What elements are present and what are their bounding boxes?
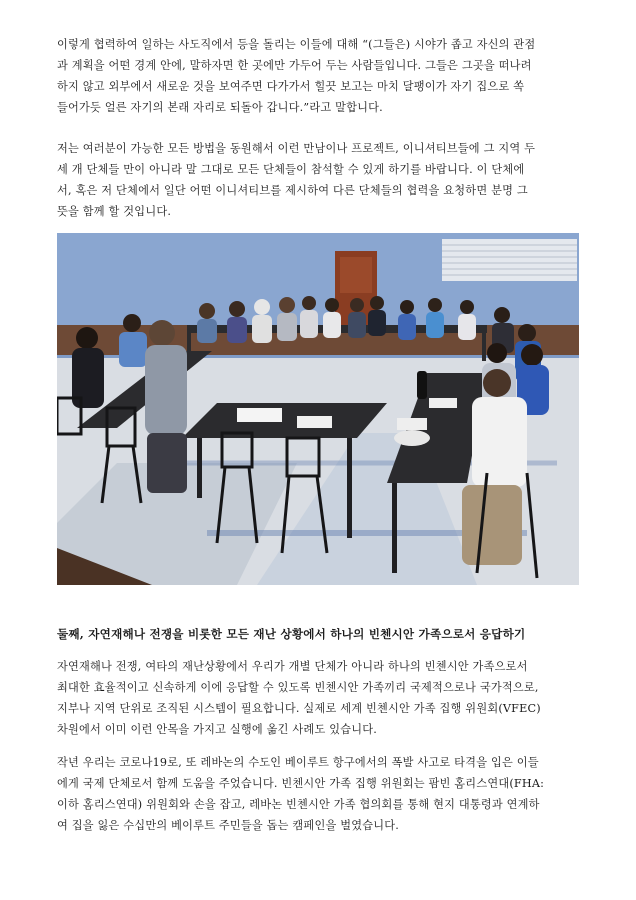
text-line: 지부나 지역 단위로 조직된 시스템이 필요합니다. 실제로 세계 빈첸시안 가족 집행 위원회(VFEC) (57, 702, 541, 715)
paragraph-4 (57, 752, 579, 836)
text-line: 작년 우리는 코로나19로, 또 레바논의 수도인 베이루트 항구에서의 폭발 사고로 타격을 입은 이들 (57, 756, 539, 769)
text-line: 들어가듯 얼른 자기의 본래 자리로 되돌아 갑니다.”라고 말합니다. (57, 101, 383, 114)
paragraph-3 (57, 656, 579, 740)
text-line: 에게 국제 단체로서 함께 도움을 주었습니다. 빈첸시안 가족 집행 위원회는 팜빈 홈리스연대(FHA: (57, 777, 545, 790)
text-line: 자연재해나 전쟁, 여타의 재난상황에서 우리가 개별 단체가 아니라 하나의 빈첸시안 가족으로서 (57, 660, 528, 673)
text-line: 차원에서 이미 이런 안목을 가지고 실행에 옮긴 사례도 있습니다. (57, 723, 377, 736)
paragraph-1 (57, 34, 579, 118)
text-line: 여 집을 잃은 수십만의 베이루트 주민들을 돕는 캠페인을 벌였습니다. (57, 819, 400, 832)
text-line: 최대한 효율적이고 신속하게 이에 응답할 수 있도록 빈첸시안 가족끼리 국제적으로나 국가적으로, (57, 681, 539, 694)
text-line: 세 개 단체들 만이 아니라 말 그대로 모든 단체들이 참석할 수 있게 하기를 바랍니다. 이 단체에 (57, 163, 525, 176)
text-line: 하지 않고 외부에서 새로운 것을 보여주면 다가가서 힐끗 보고는 마치 달팽이가 자기 집으로 쏙 (57, 80, 525, 93)
text-line: 과 계획을 어떤 경계 안에, 말하자면 한 곳에만 가두어 두는 사람들입니다. 그들은 그곳을 떠나려 (57, 59, 532, 72)
section-heading: 둘째, 자연재해나 전쟁을 비롯한 모든 재난 상황에서 하나의 빈첸시안 가족으로서 응답하기 (57, 627, 526, 641)
text-line: 저는 여러분이 가능한 모든 방법을 동원해서 이런 만남이나 프로젝트, 이니셔티브들에 그 지역 두 (57, 142, 536, 155)
meeting-photo (57, 233, 579, 585)
text-line: 이하 홈리스연대) 위원회와 손을 잡고, 레바논 빈첸시안 가족 협의회를 통해 현지 대통령과 연계하 (57, 798, 540, 811)
text-line: 이렇게 협력하여 일하는 사도직에서 등을 돌리는 이들에 대해 “(그들은) 시야가 좁고 자신의 관점 (57, 38, 536, 51)
text-line: 서, 혹은 저 단체에서 일단 어떤 이니셔티브를 제시하여 다른 단체들의 협력을 요청하면 분명 그 (57, 184, 528, 197)
paragraph-2 (57, 138, 579, 222)
text-line: 뜻을 함께 할 것입니다. (57, 205, 172, 218)
